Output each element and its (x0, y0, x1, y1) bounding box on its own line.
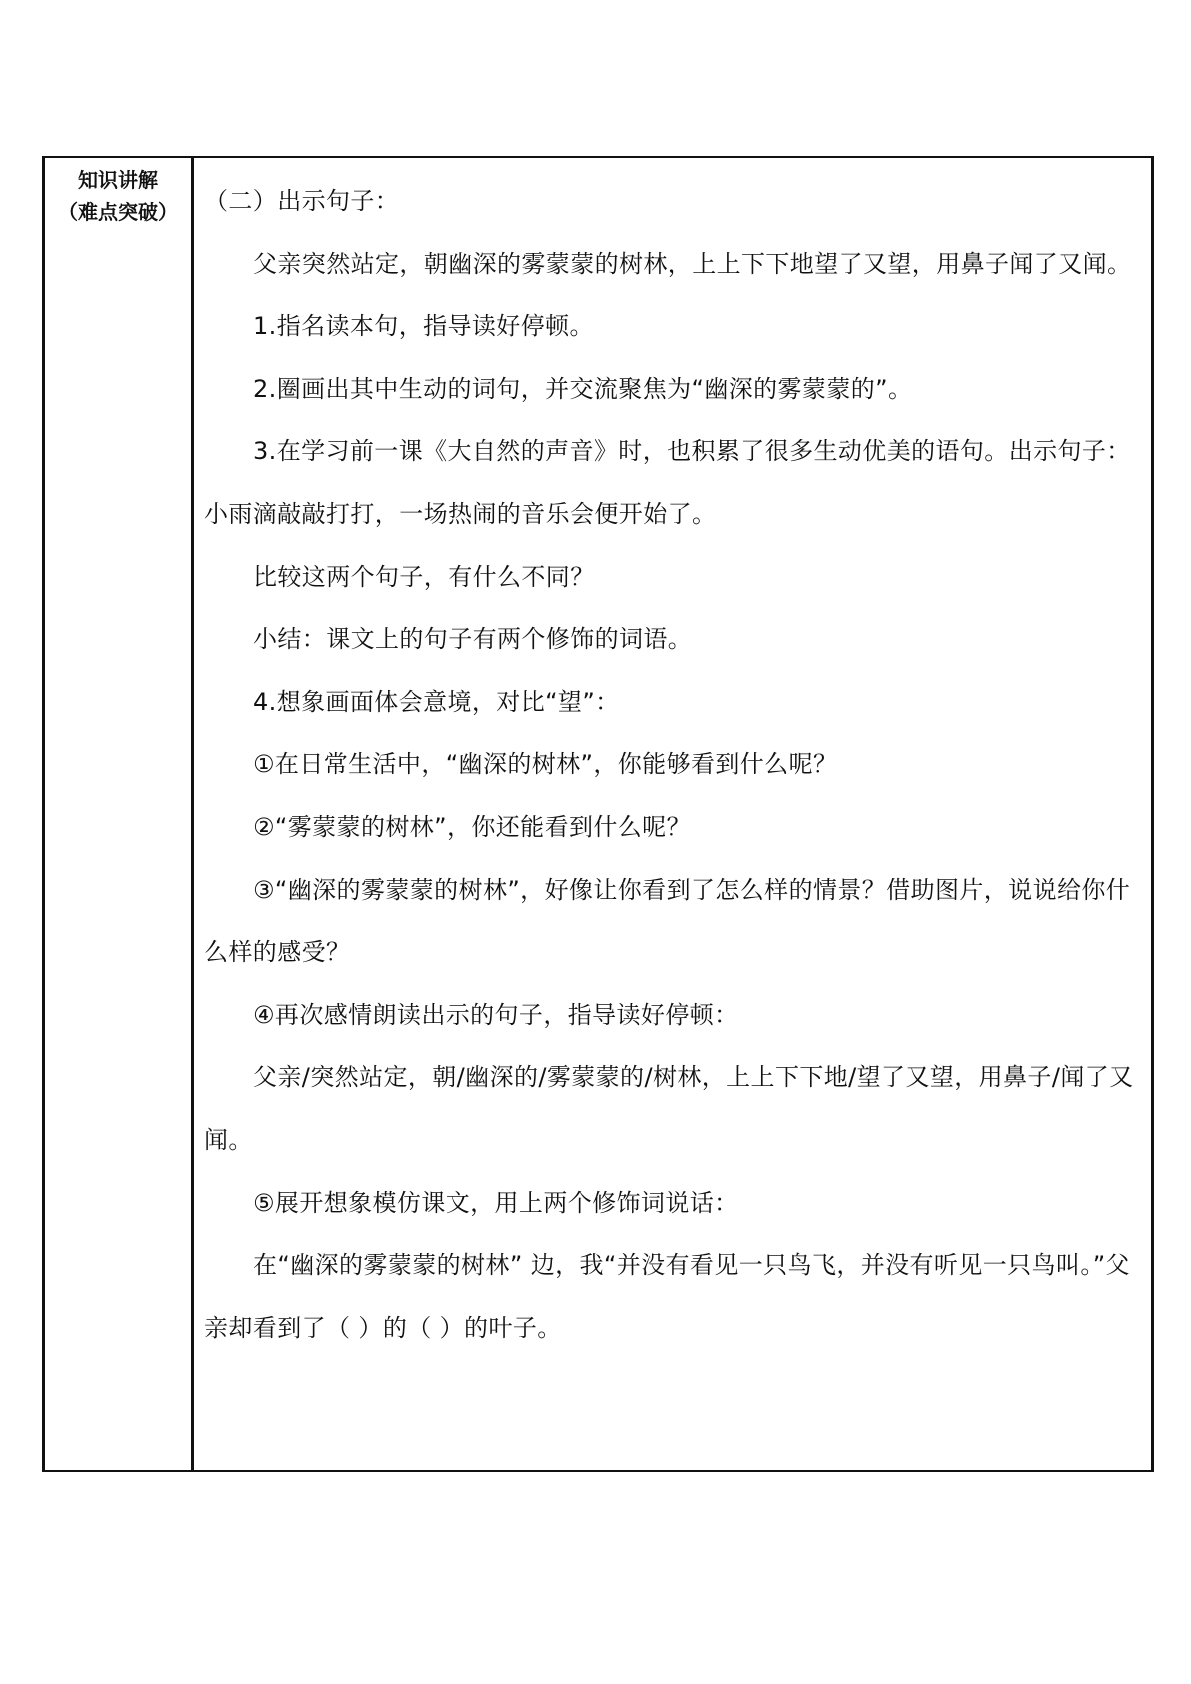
paragraph-10: ②“雾蒙蒙的树林”，你还能看到什么呢？ (253, 812, 691, 841)
paragraph-13: 父亲/突然站定，朝/幽深的/雾蒙蒙的/树林，上上下下地/望了又望，用鼻子/闻了又闻。 (204, 1063, 1134, 1154)
paragraph-12: ④再次感情朗读出示的句子，指导读好停顿： (253, 1000, 739, 1029)
paragraph-4: 2.圈画出其中生动的词句，并交流聚焦为“幽深的雾蒙蒙的”。 (253, 374, 913, 403)
paragraph-14: ⑤展开想象模仿课文，用上两个修饰词说话： (253, 1188, 739, 1217)
section-label (45, 164, 191, 228)
paragraph-3: 1.指名读本句，指导读好停顿。 (253, 312, 594, 341)
section-label-line-1: 知识讲解 (78, 168, 158, 192)
paragraph-5: 3.在学习前一课《大自然的声音》时，也积累了很多生动优美的语句。出示句子：小雨滴敲敲打打，一场热闹的音乐会便开始了。 (204, 437, 1131, 528)
paragraph-8: 4.想象画面体会意境，对比“望”： (253, 687, 620, 716)
paragraph-15: 在“幽深的雾蒙蒙的树林” 边，我“并没有看见一只鸟飞，并没有听见一只鸟叫。”父亲却看到了（ ）的（ ）的叶子。 (204, 1251, 1130, 1342)
content-cell (193, 157, 1153, 1471)
lesson-content (194, 158, 1151, 1359)
section-label-line-2: （难点突破） (58, 200, 178, 224)
paragraph-9: ①在日常生活中，“幽深的树林”，你能够看到什么呢？ (253, 750, 838, 779)
paragraph-1: （二）出示句子： (204, 187, 400, 215)
paragraph-2: 父亲突然站定，朝幽深的雾蒙蒙的树林，上上下下地望了又望，用鼻子闻了又闻。 (253, 249, 1132, 278)
paragraph-7: 小结：课文上的句子有两个修饰的词语。 (253, 625, 693, 654)
table-row (44, 157, 1153, 1471)
paragraph-6: 比较这两个句子，有什么不同？ (253, 562, 595, 591)
paragraph-11: ③“幽深的雾蒙蒙的树林”，好像让你看到了怎么样的情景？借助图片，说说给你什么样的感受？ (204, 875, 1131, 967)
lesson-plan-table (42, 156, 1154, 1472)
section-label-cell (44, 157, 193, 1471)
